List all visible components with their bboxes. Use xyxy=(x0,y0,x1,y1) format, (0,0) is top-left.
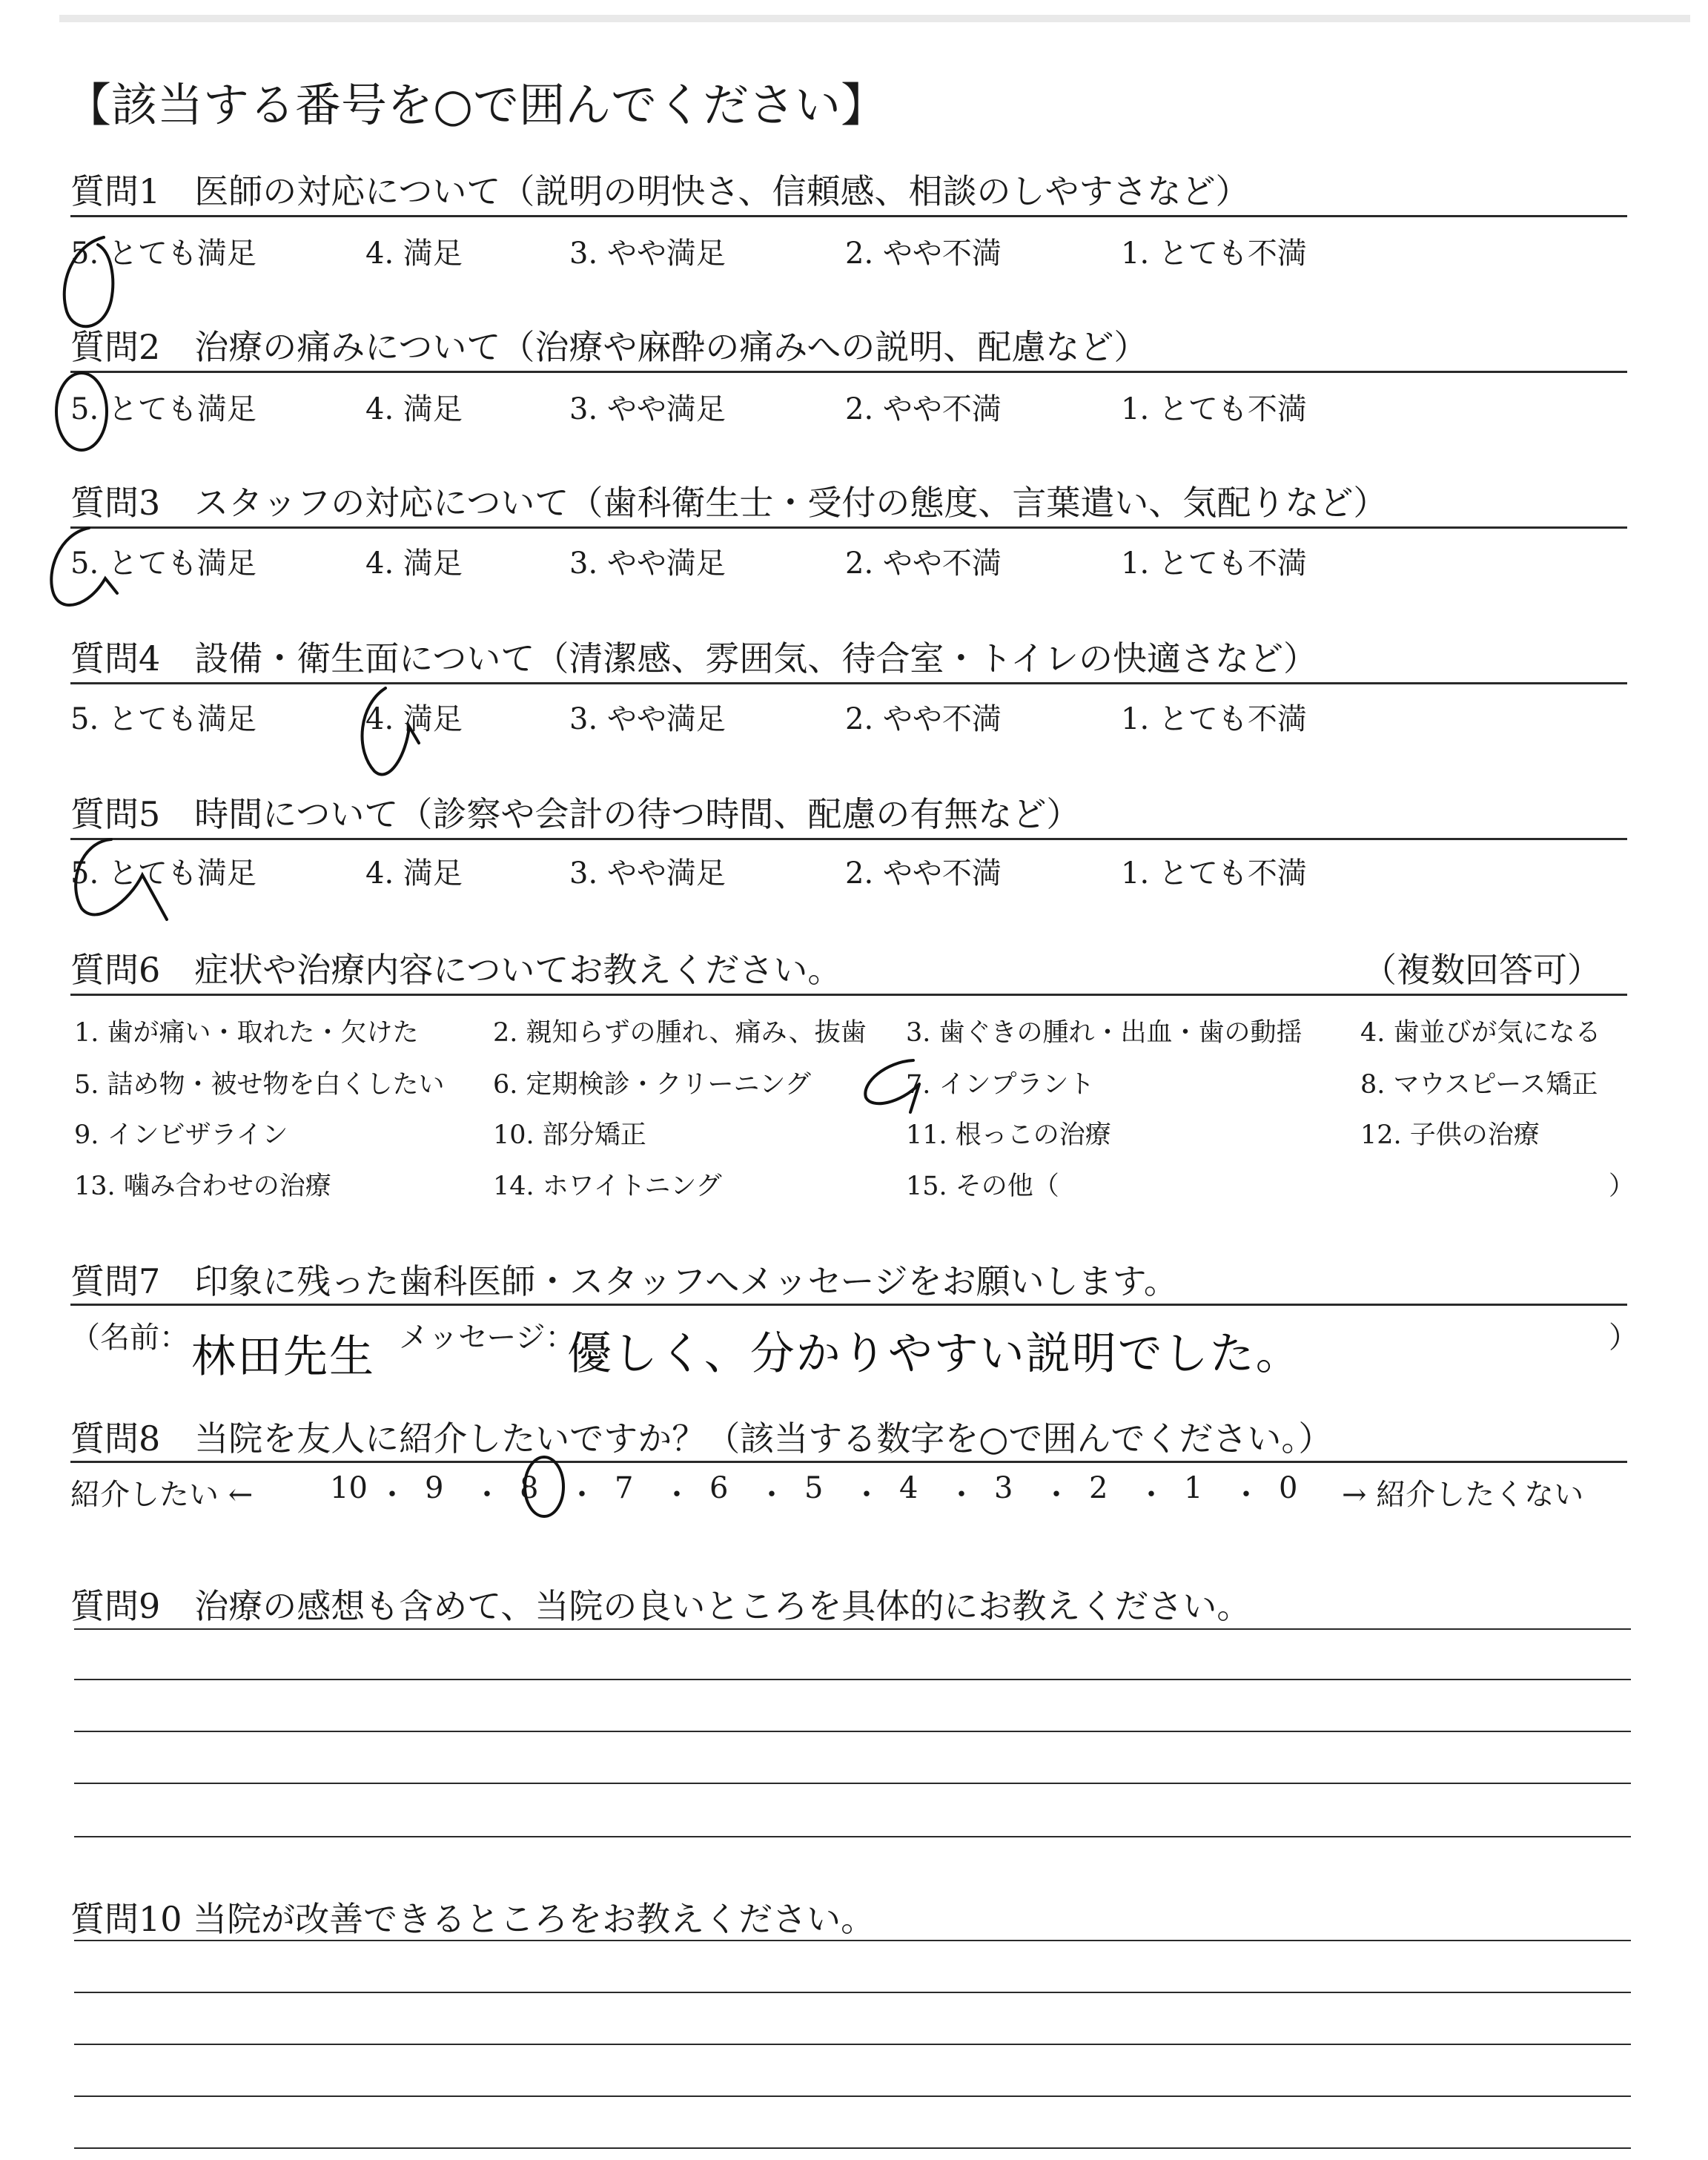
q8-scale-0[interactable]: 0 xyxy=(1279,1471,1298,1505)
q4-option-5[interactable]: 5. とても満足 xyxy=(70,702,256,736)
q2-rule xyxy=(70,371,1627,373)
q6-option-2[interactable]: 2. 親知らずの腫れ、痛み、抜歯 xyxy=(493,1018,867,1048)
q2-option-1[interactable]: 1. とても不満 xyxy=(1121,392,1307,426)
q6-option-6[interactable]: 6. 定期検診・クリーニング xyxy=(493,1070,811,1100)
q7-message-label: メッセージ： xyxy=(399,1321,575,1355)
q3-option-5[interactable]: 5. とても満足 xyxy=(70,546,256,581)
q6-note: （複数回答可） xyxy=(1363,950,1601,990)
q10-line[interactable] xyxy=(74,1940,1631,1941)
q6-option-7[interactable]: 7. インプラント xyxy=(906,1070,1095,1100)
q8-scale-separator: ・ xyxy=(472,1478,502,1512)
q1-option-2[interactable]: 2. やや不満 xyxy=(845,237,1002,271)
q8-scale-10[interactable]: 10 xyxy=(330,1471,368,1505)
q10-line[interactable] xyxy=(74,2147,1631,2149)
q3-option-1[interactable]: 1. とても不満 xyxy=(1121,546,1307,581)
q1-title: 質問1 医師の対応について（説明の明快さ、信頼感、相談のしやすさなど） xyxy=(70,171,1250,211)
q1-option-5[interactable]: 5. とても満足 xyxy=(70,237,256,271)
q8-right-label: → 紹介したくない xyxy=(1342,1478,1584,1512)
q8-scale-separator: ・ xyxy=(662,1478,692,1512)
q6-option-5[interactable]: 5. 詰め物・被せ物を白くしたい xyxy=(74,1070,445,1100)
q10-title: 質問10 当院が改善できるところをお教えください。 xyxy=(70,1899,875,1939)
q7-name-label: （名前： xyxy=(70,1321,189,1355)
q3-title: 質問3 スタッフの対応について（歯科衛生士・受付の態度、言葉遣い、気配りなど） xyxy=(70,483,1388,523)
q6-title: 質問6 症状や治療内容についてお教えください。 xyxy=(70,950,842,990)
q6-option-10[interactable]: 10. 部分矯正 xyxy=(493,1120,646,1150)
q6-option-15[interactable]: 15. その他（ xyxy=(906,1172,1059,1201)
q10-line[interactable] xyxy=(74,2044,1631,2045)
q8-scale-8[interactable]: 8 xyxy=(520,1471,539,1505)
q3-option-3[interactable]: 3. やや満足 xyxy=(569,546,726,581)
q6-option-12[interactable]: 12. 子供の治療 xyxy=(1360,1120,1540,1150)
q7-rule xyxy=(70,1304,1627,1306)
q5-option-5[interactable]: 5. とても満足 xyxy=(70,856,256,891)
q3-option-2[interactable]: 2. やや不満 xyxy=(845,546,1002,581)
q7-message-handwritten[interactable]: 優しく、分かりやすい説明でした。 xyxy=(567,1328,1302,1380)
q3-rule xyxy=(70,526,1627,529)
q8-scale-separator: ・ xyxy=(567,1478,597,1512)
q3-option-4[interactable]: 4. 満足 xyxy=(365,546,463,581)
q1-option-3[interactable]: 3. やや満足 xyxy=(569,237,726,271)
q7-title: 質問7 印象に残った歯科医師・スタッフへメッセージをお願いします。 xyxy=(70,1261,1178,1301)
q2-title: 質問2 治療の痛みについて（治療や麻酔の痛みへの説明、配慮など） xyxy=(70,327,1148,367)
q4-option-3[interactable]: 3. やや満足 xyxy=(569,702,726,736)
q8-scale-separator: ・ xyxy=(852,1478,881,1512)
q8-scale-separator: ・ xyxy=(377,1478,407,1512)
q9-line[interactable] xyxy=(74,1679,1631,1680)
q4-title: 質問4 設備・衛生面について（清潔感、雰囲気、待合室・トイレの快適さなど） xyxy=(70,638,1318,678)
q6-option-1[interactable]: 1. 歯が痛い・取れた・欠けた xyxy=(74,1018,419,1048)
q10-line[interactable] xyxy=(74,1992,1631,1993)
q2-option-3[interactable]: 3. やや満足 xyxy=(569,392,726,426)
q6-option-13[interactable]: 13. 噛み合わせの治療 xyxy=(74,1172,331,1201)
q8-scale-separator: ・ xyxy=(757,1478,787,1512)
q8-scale-separator: ・ xyxy=(1136,1478,1166,1512)
q2-option-4[interactable]: 4. 満足 xyxy=(365,392,463,426)
q5-rule xyxy=(70,838,1627,840)
q5-title: 質問5 時間について（診察や会計の待つ時間、配慮の有無など） xyxy=(70,794,1081,834)
q4-rule xyxy=(70,682,1627,684)
q1-option-1[interactable]: 1. とても不満 xyxy=(1121,237,1307,271)
q1-option-4[interactable]: 4. 満足 xyxy=(365,237,463,271)
q1-rule xyxy=(70,215,1627,217)
q8-title: 質問8 当院を友人に紹介したいですか？（該当する数字を○で囲んでください。） xyxy=(70,1418,1333,1459)
q5-option-4[interactable]: 4. 満足 xyxy=(365,856,463,891)
q6-other-close: ） xyxy=(1609,1172,1635,1201)
q6-option-14[interactable]: 14. ホワイトニング xyxy=(493,1172,722,1201)
q8-scale-6[interactable]: 6 xyxy=(709,1471,729,1505)
q6-rule xyxy=(70,994,1627,996)
q4-option-4[interactable]: 4. 満足 xyxy=(365,702,463,736)
q6-option-8[interactable]: 8. マウスピース矯正 xyxy=(1360,1070,1598,1100)
q4-option-1[interactable]: 1. とても不満 xyxy=(1121,702,1307,736)
q8-rule xyxy=(70,1461,1627,1463)
form-heading: 【該当する番号を○で囲んでください】 xyxy=(65,78,887,132)
q8-left-label: 紹介したい ← xyxy=(70,1478,254,1512)
q7-close: ） xyxy=(1609,1321,1638,1355)
q5-option-2[interactable]: 2. やや不満 xyxy=(845,856,1002,891)
scan-top-band xyxy=(59,15,1690,22)
q7-name-handwritten[interactable]: 林田先生 xyxy=(191,1331,375,1383)
q9-line[interactable] xyxy=(74,1628,1631,1630)
q5-option-3[interactable]: 3. やや満足 xyxy=(569,856,726,891)
q8-scale-1[interactable]: 1 xyxy=(1184,1471,1203,1505)
q8-scale-2[interactable]: 2 xyxy=(1089,1471,1108,1505)
q9-line[interactable] xyxy=(74,1731,1631,1732)
q6-option-11[interactable]: 11. 根っこの治療 xyxy=(906,1120,1111,1150)
q8-scale-5[interactable]: 5 xyxy=(804,1471,824,1505)
q2-option-5[interactable]: 5. とても満足 xyxy=(70,392,256,426)
q8-scale-separator: ・ xyxy=(947,1478,976,1512)
q5-option-1[interactable]: 1. とても不満 xyxy=(1121,856,1307,891)
q8-scale-4[interactable]: 4 xyxy=(899,1471,918,1505)
q8-scale-9[interactable]: 9 xyxy=(425,1471,444,1505)
q6-option-3[interactable]: 3. 歯ぐきの腫れ・出血・歯の動揺 xyxy=(906,1018,1302,1048)
q4-option-2[interactable]: 2. やや不満 xyxy=(845,702,1002,736)
q6-option-4[interactable]: 4. 歯並びが気になる xyxy=(1360,1018,1601,1048)
q9-line[interactable] xyxy=(74,1783,1631,1784)
q8-scale-7[interactable]: 7 xyxy=(615,1471,634,1505)
q8-scale-3[interactable]: 3 xyxy=(994,1471,1013,1505)
q10-line[interactable] xyxy=(74,2095,1631,2097)
q2-option-2[interactable]: 2. やや不満 xyxy=(845,392,1002,426)
q9-line[interactable] xyxy=(74,1836,1631,1837)
q8-scale-separator: ・ xyxy=(1042,1478,1071,1512)
q8-scale-separator: ・ xyxy=(1231,1478,1261,1512)
q6-option-9[interactable]: 9. インビザライン xyxy=(74,1120,288,1150)
q9-title: 質問9 治療の感想も含めて、当院の良いところを具体的にお教えください。 xyxy=(70,1586,1251,1626)
